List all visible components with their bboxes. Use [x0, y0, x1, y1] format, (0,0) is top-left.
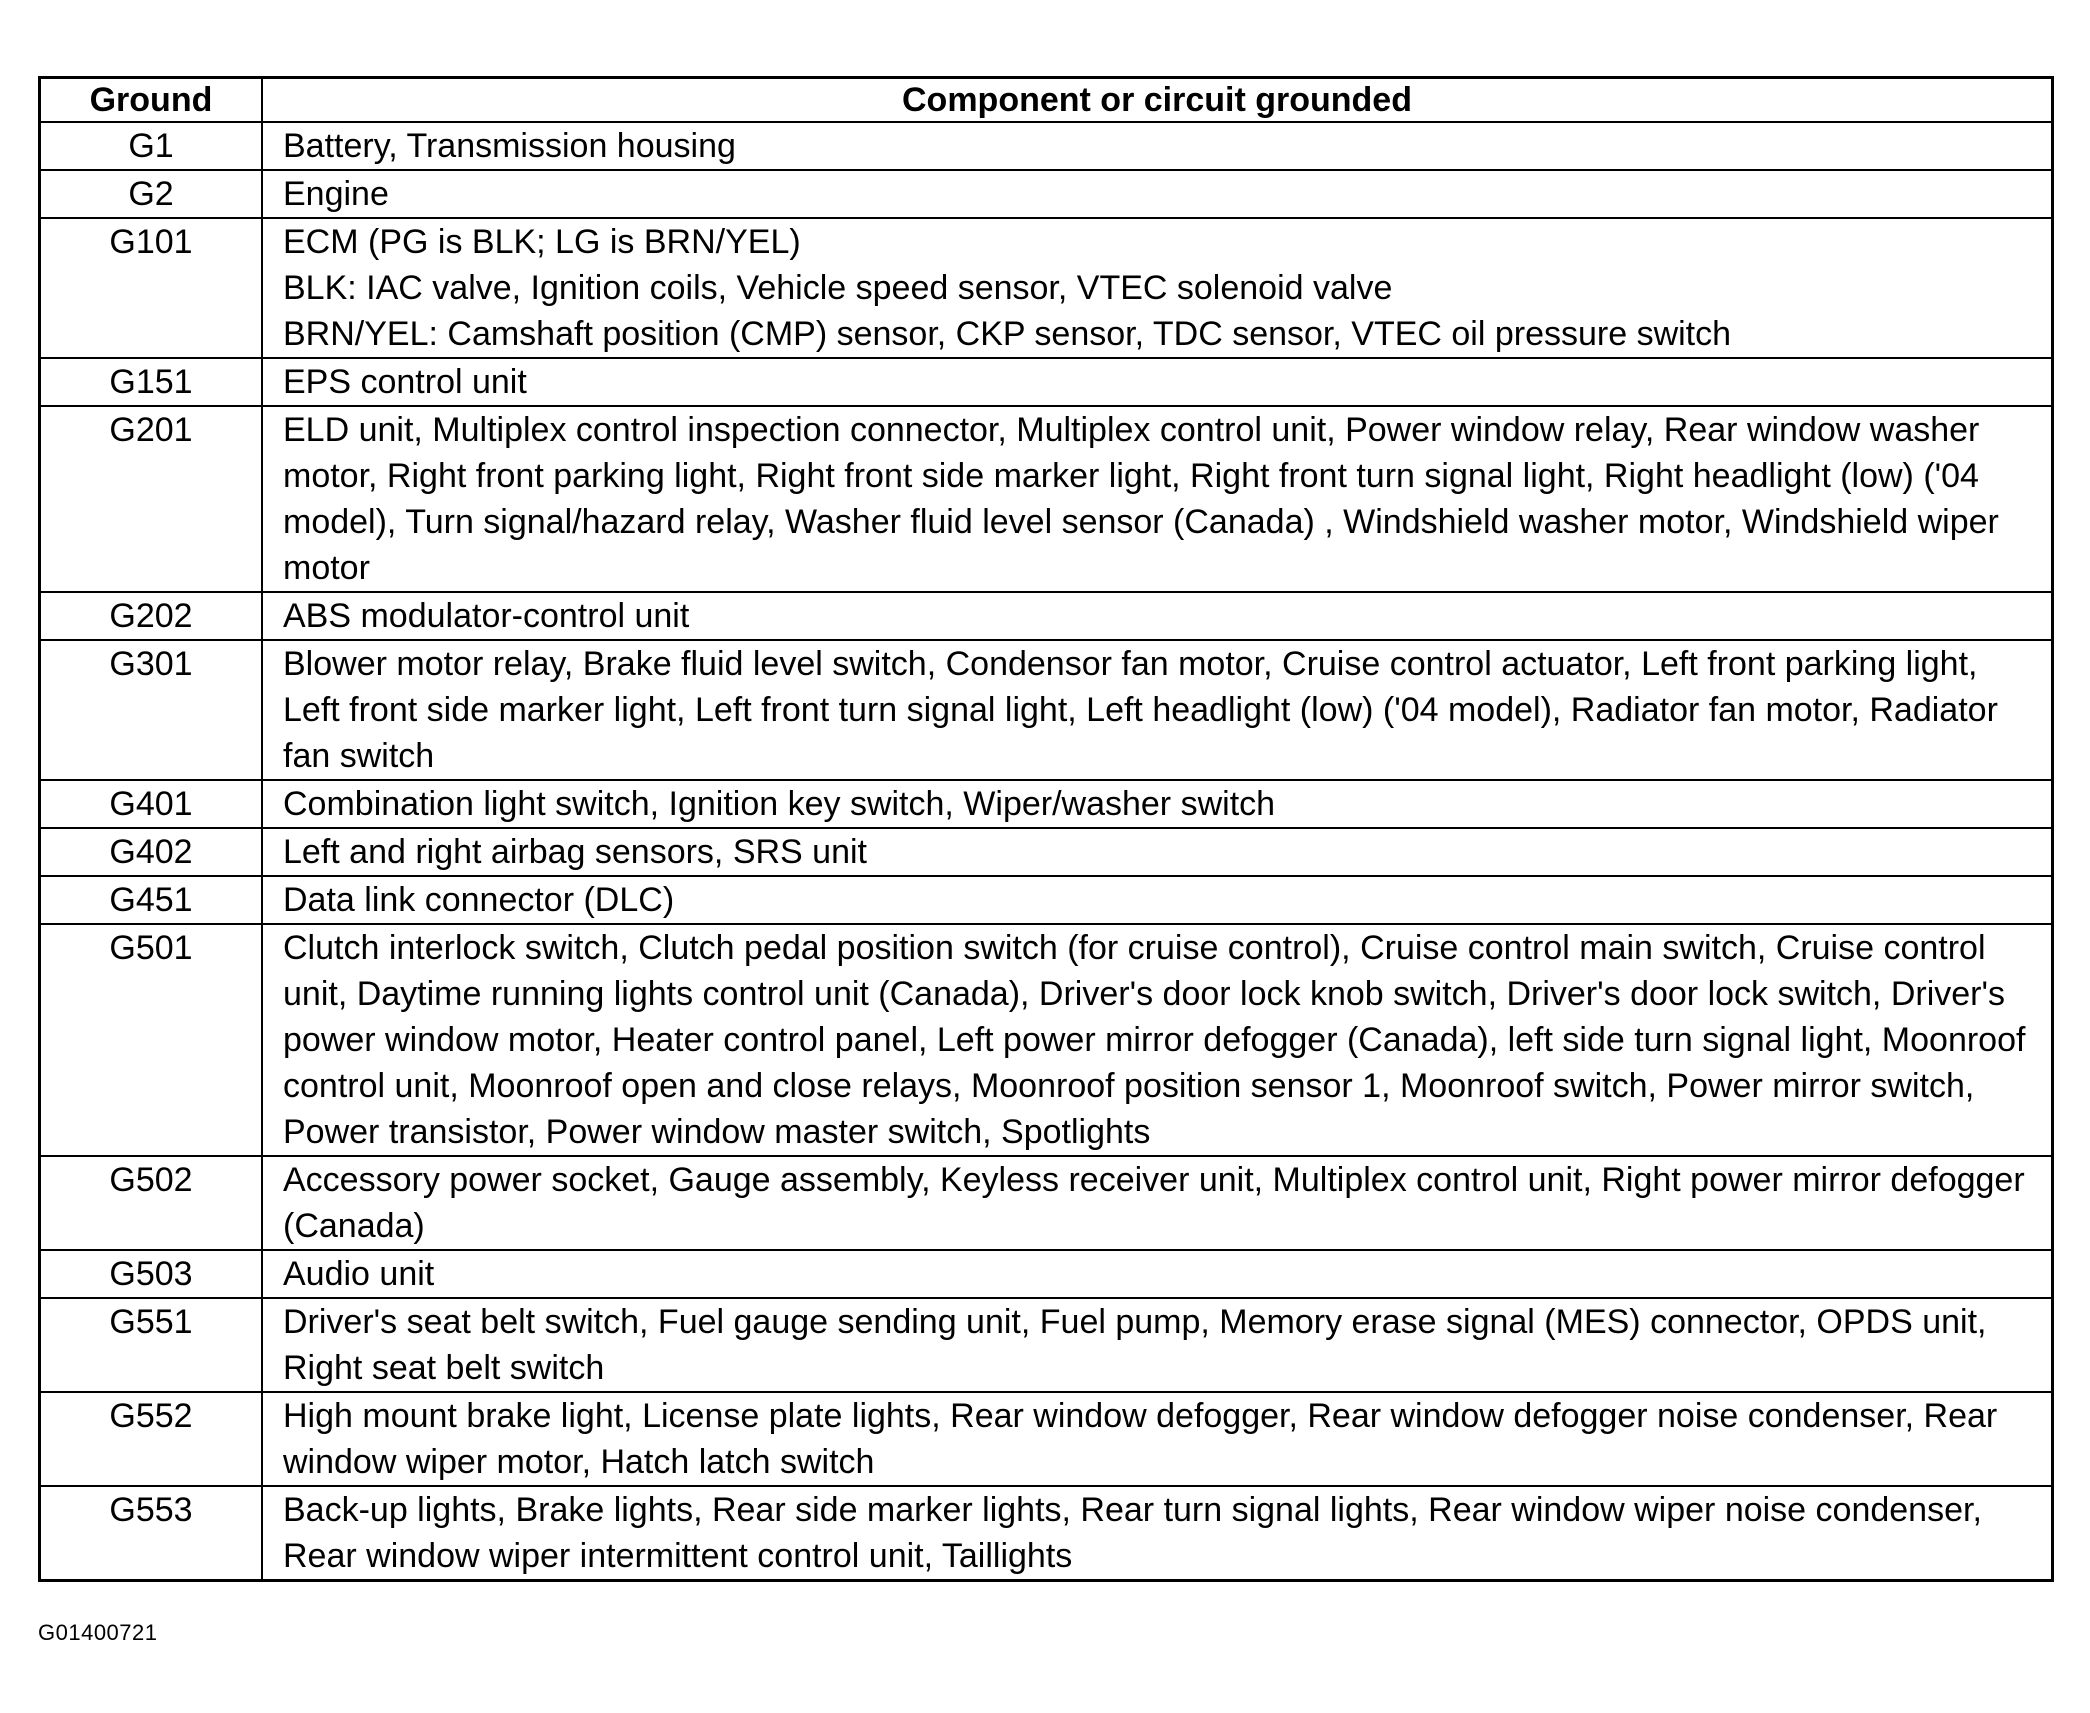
component-text: Left and right airbag sensors, SRS unit: [283, 833, 867, 871]
table-row: [41, 1156, 2051, 1250]
ground-id: G551: [41, 1298, 262, 1392]
ground-table-frame: [38, 76, 2054, 1582]
table-row: [41, 1392, 2051, 1486]
header-row: [41, 79, 2051, 122]
component-text: BLK: IAC valve, Ignition coils, Vehicle speed sensor, VTEC solenoid valve: [283, 269, 1393, 307]
ground-id: G552: [41, 1392, 262, 1486]
component-text: Combination light switch, Ignition key switch, Wiper/washer switch: [283, 785, 1276, 823]
table-row: [41, 876, 2051, 924]
component-text: Blower motor relay, Brake fluid level switch, Condensor fan motor, Cruise control actuator, Left front parking light, Left front side marker light, Left front turn signal light, Left headlight (low) ('04 model), Radiator fan motor, Radiator fan switch: [283, 645, 1998, 775]
component-text: BRN/YEL: Camshaft position (CMP) sensor, CKP sensor, TDC sensor, VTEC oil pressure switch: [283, 315, 1732, 353]
component-text: Audio unit: [283, 1255, 435, 1293]
ground-id: G553: [41, 1486, 262, 1579]
component-cell: [262, 924, 2051, 1156]
component-cell: [262, 170, 2051, 218]
component-cell: [262, 640, 2051, 780]
component-cell: [262, 1486, 2051, 1579]
component-text: ECM (PG is BLK; LG is BRN/YEL): [283, 223, 801, 261]
component-cell: [262, 358, 2051, 406]
table-row: [41, 828, 2051, 876]
header-ground: Ground: [41, 79, 262, 122]
table-row: [41, 1486, 2051, 1579]
component-text: ELD unit, Multiplex control inspection connector, Multiplex control unit, Power window relay, Rear window washer motor, Right front parking light, Right front side marker light, Right front turn signal light, Right headlight (low) ('04 model), Turn signal/hazard relay, Washer fluid level sensor (Canada) , Windshield washer motor, Windshield wiper motor: [283, 411, 1999, 587]
figure-id: G01400721: [38, 1620, 158, 1645]
ground-id: G451: [41, 876, 262, 924]
component-text: Data link connector (DLC): [283, 881, 675, 919]
table-row: [41, 1298, 2051, 1392]
ground-id: G202: [41, 592, 262, 640]
component-text: High mount brake light, License plate lights, Rear window defogger, Rear window defogger noise condenser, Rear window wiper motor, Hatch latch switch: [283, 1397, 1998, 1481]
ground-id: G502: [41, 1156, 262, 1250]
component-cell: [262, 1392, 2051, 1486]
component-text: Accessory power socket, Gauge assembly, Keyless receiver unit, Multiplex control unit, Right power mirror defogger (Canada): [283, 1161, 2025, 1245]
ground-id: G501: [41, 924, 262, 1156]
component-cell: [262, 1250, 2051, 1298]
component-text: Clutch interlock switch, Clutch pedal position switch (for cruise control), Cruise control main switch, Cruise control unit, Daytime running lights control unit (Canada), Driver's door lock knob switch, Driver's door lock switch, Driver's power window motor, Heater control panel, Left power mirror defogger (Canada), left side turn signal light, Moonroof control unit, Moonroof open and close relays, Moonroof position sensor 1, Moonroof switch, Power mirror switch, Power transistor, Power window master switch, Spotlights: [283, 929, 2026, 1151]
ground-id: G301: [41, 640, 262, 780]
ground-id: G101: [41, 218, 262, 358]
ground-id: G201: [41, 406, 262, 592]
ground-id: G2: [41, 170, 262, 218]
component-cell: [262, 406, 2051, 592]
table-row: [41, 780, 2051, 828]
ground-id: G401: [41, 780, 262, 828]
component-cell: [262, 218, 2051, 358]
table-row: [41, 592, 2051, 640]
table-row: [41, 358, 2051, 406]
ground-id: G503: [41, 1250, 262, 1298]
table-row: [41, 924, 2051, 1156]
component-text: Back-up lights, Brake lights, Rear side marker lights, Rear turn signal lights, Rear window wiper noise condenser, Rear window wiper intermittent control unit, Taillights: [283, 1491, 1982, 1575]
component-text: Engine: [283, 175, 389, 213]
ground-table: [41, 79, 2051, 1579]
component-text: EPS control unit: [283, 363, 527, 401]
table-row: [41, 406, 2051, 592]
ground-id: G1: [41, 122, 262, 170]
component-cell: [262, 122, 2051, 170]
table-body: [41, 122, 2051, 1579]
ground-id: G151: [41, 358, 262, 406]
component-cell: [262, 1156, 2051, 1250]
ground-id: G402: [41, 828, 262, 876]
table-row: [41, 170, 2051, 218]
table-row: [41, 122, 2051, 170]
component-text: Driver's seat belt switch, Fuel gauge sending unit, Fuel pump, Memory erase signal (MES) connector, OPDS unit, Right seat belt switch: [283, 1303, 1987, 1387]
component-cell: [262, 828, 2051, 876]
header-component: Component or circuit grounded: [262, 79, 2051, 122]
component-cell: [262, 780, 2051, 828]
table-row: [41, 1250, 2051, 1298]
component-cell: [262, 1298, 2051, 1392]
component-text: ABS modulator-control unit: [283, 597, 690, 635]
table-row: [41, 218, 2051, 358]
table-row: [41, 640, 2051, 780]
component-text: Battery, Transmission housing: [283, 127, 736, 165]
component-cell: [262, 876, 2051, 924]
component-cell: [262, 592, 2051, 640]
